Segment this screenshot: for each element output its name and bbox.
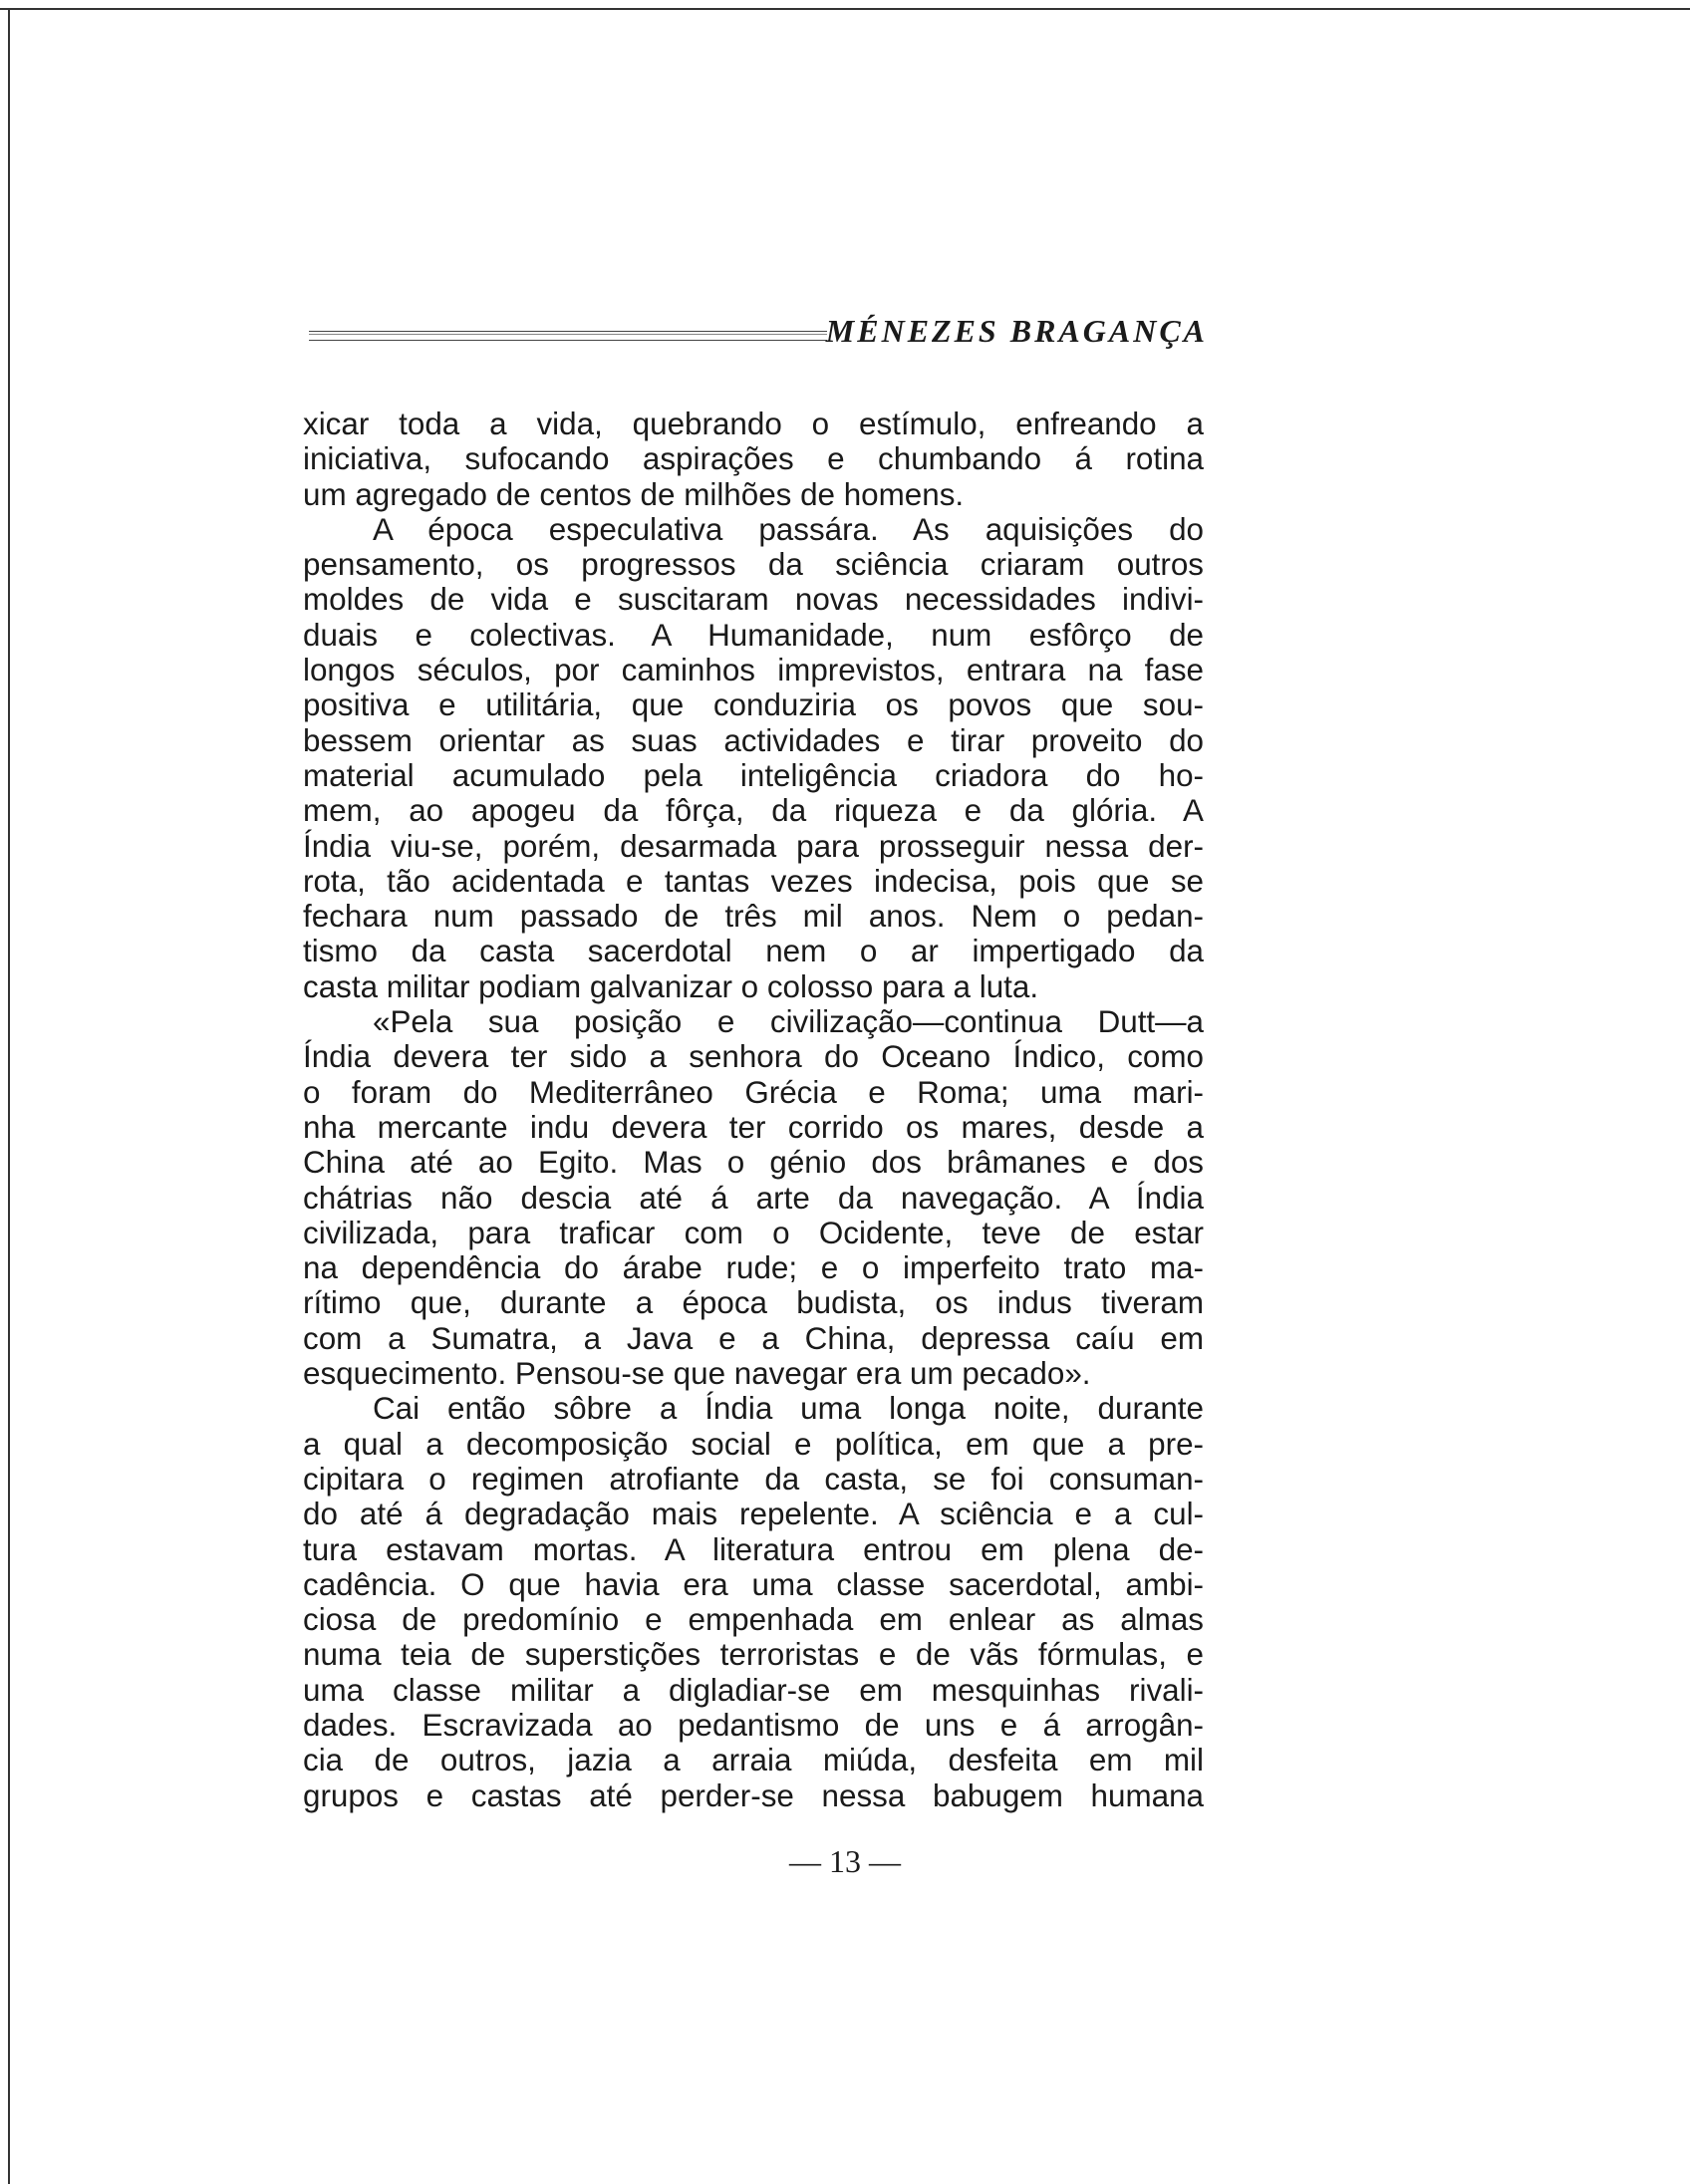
text-line: xicar toda a vida, quebrando o estímulo, enfreando a [303,407,1204,441]
text-line: fechara num passado de três mil anos. Nem o pedan- [303,899,1204,935]
text-line: grupos e castas até perder-se nessa babugem humana [303,1777,1204,1813]
text-line: Índia devera ter sido a senhora do Oceano Índico, como [303,1039,1204,1075]
text-line: bessem orientar as suas actividades e tirar proveito do [303,722,1204,758]
text-line: um agregado de centos de milhões de homens. [303,476,965,512]
text-line: Cai então sôbre a Índia uma longa noite, durante [373,1391,1204,1427]
text-line: cipitara o regimen atrofiante da casta, se foi consuman- [303,1461,1204,1497]
text-line: numa teia de superstições terroristas e de vãs fórmulas, e [303,1637,1204,1673]
text-line: tura estavam mortas. A literatura entrou em plena de- [303,1531,1204,1567]
text-line: rota, tão acidentada e tantas vezes indecisa, pois que se [303,863,1204,899]
text-line: cia de outros, jazia a arraia miúda, desfeita em mil [303,1743,1204,1778]
header-title: MÉNEZES BRAGANÇA [825,313,1208,349]
text-line: duais e colectivas. A Humanidade, num esfôrço de [303,617,1204,653]
text-line: pensamento, os progressos da sciência criaram outros [303,547,1204,583]
text-line: do até á degradação mais repelente. A sciência e a cul- [303,1497,1204,1532]
text-line: A época especulativa passára. As aquisições do [373,511,1204,547]
header-rule [309,331,827,341]
body-text [303,407,1204,1813]
page-edge-top [0,8,1690,10]
text-line: «Pela sua posição e civilização—continua Dutt—a [373,1004,1204,1040]
text-line: o foram do Mediterrâneo Grécia e Roma; uma mari- [303,1074,1204,1110]
text-line: a qual a decomposição social e política, em que a pre- [303,1426,1204,1462]
text-line: material acumulado pela inteligência criadora do ho- [303,757,1204,793]
text-line: iniciativa, sufocando aspirações e chumbando á rotina [303,441,1204,477]
text-line: mem, ao apogeu da fôrça, da riqueza e da glória. A [303,793,1204,829]
text-line: civilizada, para traficar com o Ocidente, teve de estar [303,1215,1204,1250]
text-line: esquecimento. Pensou-se que navegar era um pecado». [303,1356,1091,1392]
text-line: Índia viu-se, porém, desarmada para prosseguir nessa der- [303,828,1204,864]
text-line: dades. Escravizada ao pedantismo de uns e á arrogân- [303,1707,1204,1743]
text-line: nha mercante indu devera ter corrido os mares, desde a [303,1109,1204,1145]
text-line: ciosa de predomínio e empenhada em enlear as almas [303,1602,1204,1638]
text-line: tismo da casta sacerdotal nem o ar impertigado da [303,934,1204,969]
text-line: uma classe militar a digladiar-se em mesquinhas rivali- [303,1672,1204,1708]
text-line: China até ao Egito. Mas o génio dos brâmanes e dos [303,1145,1204,1181]
text-line: longos séculos, por caminhos imprevistos, entrara na fase [303,653,1204,688]
text-line: na dependência do árabe rude; e o imperfeito trato ma- [303,1250,1204,1286]
text-line: cadência. O que havia era uma classe sacerdotal, ambi- [303,1566,1204,1602]
text-line: rítimo que, durante a época budista, os indus tiveram [303,1285,1204,1321]
text-line: com a Sumatra, a Java e a China, depressa caíu em [303,1320,1204,1356]
text-line: casta militar podiam galvanizar o colosso para a luta. [303,968,1039,1004]
text-line: moldes de vida e suscitaram novas necessidades indivi- [303,582,1204,618]
text-line: chátrias não descia até á arte da navegação. A Índia [303,1180,1204,1216]
running-header [309,313,1208,357]
text-line: positiva e utilitária, que conduziria os povos que sou- [303,687,1204,723]
page-number: — 13 — [789,1843,901,1879]
